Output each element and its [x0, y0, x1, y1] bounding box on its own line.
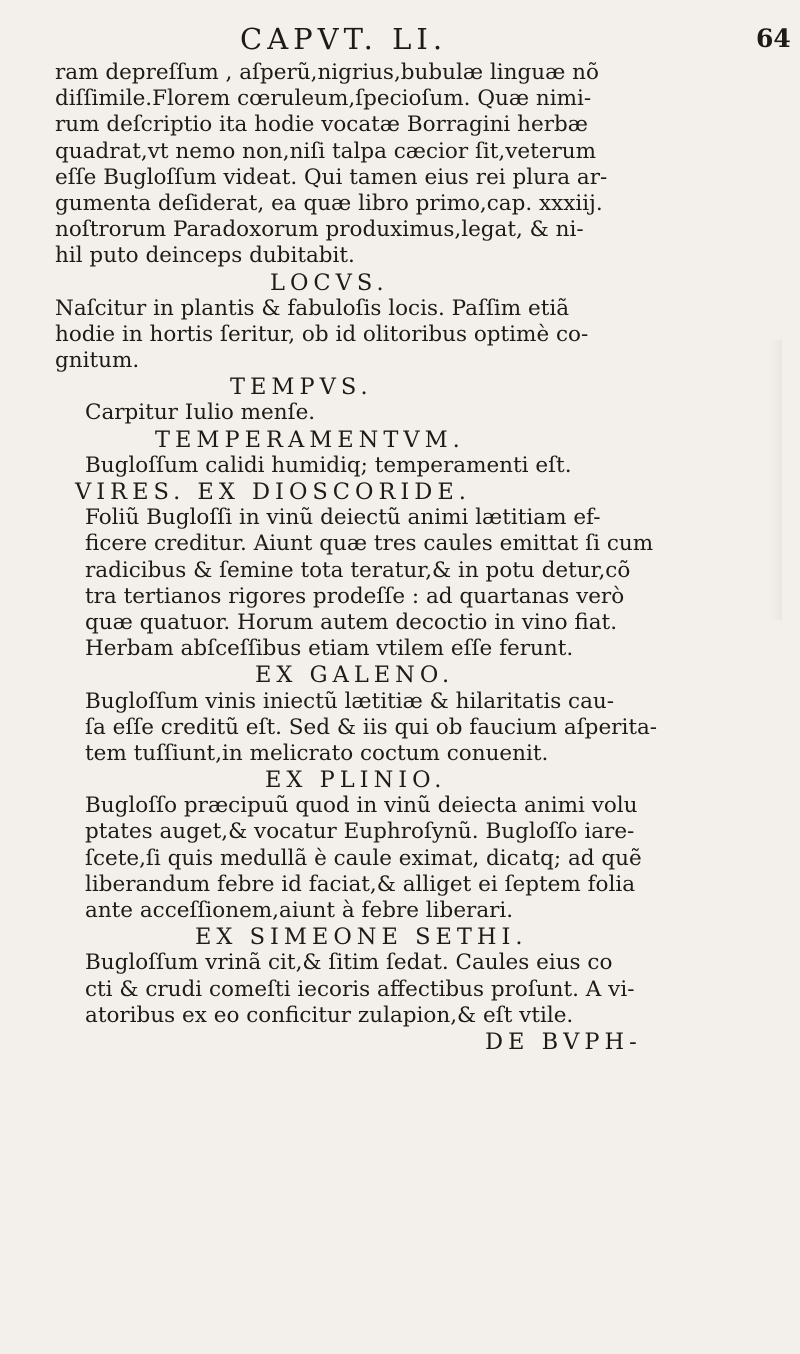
text-line: gnitum.: [55, 348, 140, 374]
text-line: noſtrorum Paradoxorum produximus,legat, & ni-: [55, 217, 584, 243]
text-line: radicibus & ſemine tota teratur,& in potu detur,cõ: [85, 557, 631, 583]
text-line: tra tertianos rigores prodeſſe : ad quartanas verò: [85, 583, 625, 609]
section-heading: LOCVS.: [270, 269, 389, 296]
text-line: Foliũ Bugloſſi in vinũ deiectũ animi lætitiam ef-: [85, 505, 601, 531]
running-header: [0, 22, 800, 62]
text-line: Bugloſſum vinis iniectũ lætitiæ & hilaritatis cau-: [85, 688, 615, 714]
text-line: quæ quatuor. Horum autem decoctio in vino fiat.: [85, 609, 618, 635]
text-line: quadrat,vt nemo non,niſi talpa cæcior ſit,veterum: [55, 138, 597, 164]
text-line: cti & crudi comeſti iecoris affectibus proſunt. A vi-: [85, 976, 635, 1002]
text-line: ram depreſſum , aſperũ,nigrius,bubulæ linguæ nõ: [55, 60, 599, 85]
section-heading: EX SIMEONE SETHI.: [195, 924, 528, 951]
text-line: tem tuſſiunt,in melicrato coctum conuenit.: [85, 740, 549, 766]
section-heading: EX PLINIO.: [265, 767, 447, 794]
text-line: hodie in hortis ſeritur, ob id olitoribus optimè co-: [55, 321, 589, 347]
text-line: gumenta deſiderat, ea quæ libro primo,cap. xxxiij.: [55, 190, 603, 216]
section-heading: TEMPVS.: [230, 374, 373, 401]
text-line: liberandum febre id faciat,& alliget ei ſeptem folia: [85, 871, 636, 897]
text-line: ſcete,ſi quis medullã è caule eximat, dicatq; ad quẽ: [85, 845, 642, 871]
text-line: eſſe Bugloſſum videat. Qui tamen eius rei plura ar-: [55, 164, 608, 190]
text-line: Naſcitur in plantis & fabuloſis locis. Paſſim etiã: [55, 295, 570, 321]
catchword: DE BVPH-: [485, 1028, 642, 1055]
text-line: Bugloſſo præcipuũ quod in vinũ deiecta animi volu: [85, 793, 638, 819]
text-line: rum deſcriptio ita hodie vocatæ Borragini herbæ: [55, 112, 588, 138]
text-line: Herbam abſceſſibus etiam vtilem eſſe ferunt.: [85, 636, 574, 662]
section-heading: EX GALENO.: [255, 662, 455, 689]
text-line: hil puto deinceps dubitabit.: [55, 243, 355, 269]
text-line: Bugloſſum vrinã cit,& ſitim ſedat. Caules eius co: [85, 950, 613, 976]
text-line: Bugloſſum calidi humidiq; temperamenti eſt.: [85, 452, 572, 478]
text-line: ptates auget,& vocatur Euphroſynũ. Bugloſſo iare-: [85, 819, 635, 845]
section-heading: TEMPERAMENTVM.: [155, 426, 465, 453]
text-line: atoribus ex eo conficitur zulapion,& eſt vtile.: [85, 1002, 574, 1028]
chapter-title: CAPVT. LI.: [240, 22, 448, 56]
body-text: [55, 60, 767, 1055]
text-line: ante acceſſionem,aiunt à febre liberari.: [85, 898, 514, 923]
page-number: 64: [756, 24, 791, 53]
page-fold-shadow: [770, 340, 782, 620]
text-line: ficere creditur. Aiunt quæ tres caules emittat ſi cum: [85, 531, 654, 557]
text-line: diſſimile.Florem cœruleum,ſpecioſum. Quæ nimi-: [55, 86, 592, 112]
section-heading: VIRES. EX DIOSCORIDE.: [75, 479, 471, 505]
text-line: ſa eſſe creditũ eſt. Sed & iis qui ob faucium aſperita-: [85, 714, 658, 740]
text-line: Carpitur Iulio menſe.: [85, 400, 316, 426]
